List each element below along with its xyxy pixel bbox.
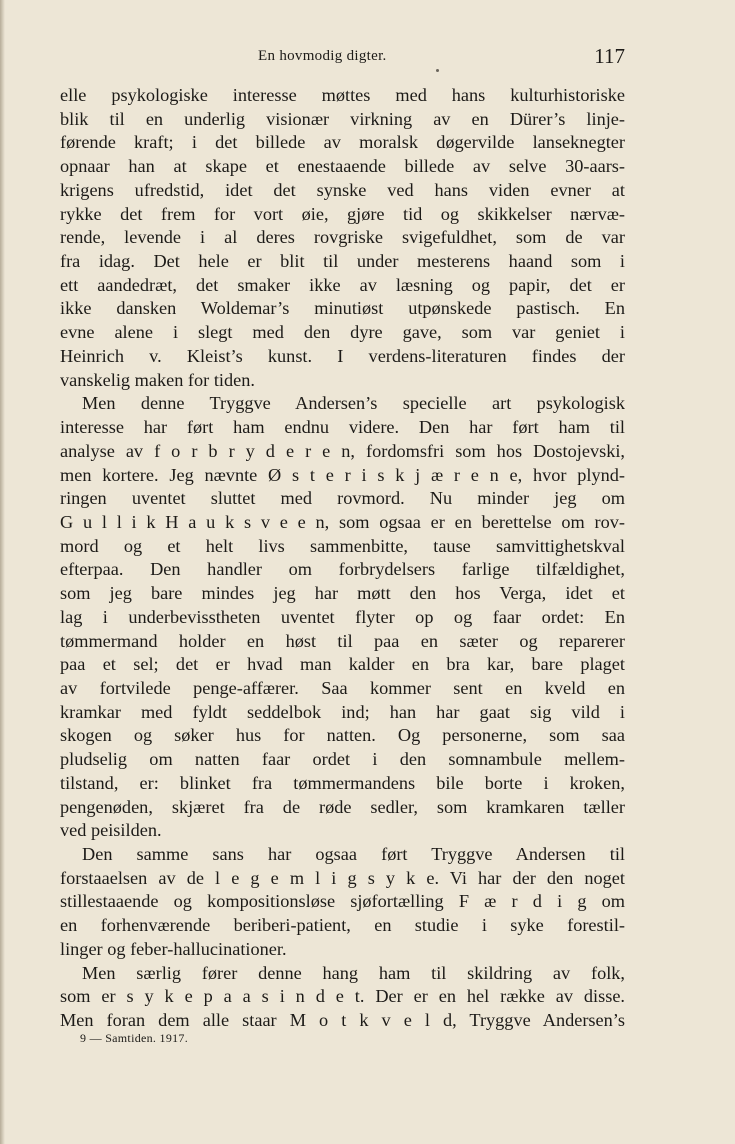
- text-line: en forhenværende beriberi-patient, en studie i syke forestil-: [60, 915, 625, 936]
- text-line: rykke det frem for vort øie, gjøre tid og skikkelser nærvæ-: [60, 203, 625, 224]
- text-line: ikke dansken Woldemar’s minutiøst utpønskede pastisch. En: [60, 298, 625, 319]
- text-line: men kortere. Jeg nævnte Ø s t e r i s k j æ r e n e, hvor plynd-: [60, 464, 625, 485]
- body-text: [60, 84, 625, 1033]
- text-line: tømmermand holder en høst til paa en sæter og reparerer: [60, 630, 625, 651]
- text-line: stillestaaende og kompositionsløse sjøfortælling F æ r d i g om: [60, 891, 625, 912]
- text-line: lag i underbevisstheten uventet flyter op og faar ordet: En: [60, 606, 625, 627]
- text-line: rende, levende i al deres rovgriske svigefuldhet, som de var: [60, 227, 625, 248]
- text-line: pengenøden, skjæret fra de røde sedler, som kramkaren tæller: [60, 796, 625, 817]
- text-line: krigens ufredstid, idet det synske ved hans viden evner at: [60, 179, 625, 200]
- page-edge-shadow: [0, 0, 5, 1144]
- text-line: skogen og søker hus for natten. Og personerne, som saa: [60, 725, 625, 746]
- text-line: vanskelig maken for tiden.: [60, 369, 255, 390]
- text-line: G u l l i k H a u k s v e e n, som ogsaa er en berettelse om rov-: [60, 511, 625, 532]
- footer-signature: 9 — Samtiden. 1917.: [80, 1031, 189, 1045]
- text-line: tilstand, er: blinket fra tømmermandens bile borte i kroken,: [60, 772, 625, 793]
- text-line: ett aandedræt, det smaker ikke av læsning og papir, det er: [60, 274, 625, 295]
- text-line: pludselig om natten faar ordet i den somnambule mellem-: [60, 749, 625, 770]
- text-line: opnaar han at skape et enestaaende billede av selve 30-aars-: [60, 156, 625, 177]
- text-line: kramkar med fyldt seddelbok ind; han har gaat sig vild i: [60, 701, 625, 722]
- text-line: ringen uventet sluttet med rovmord. Nu minder jeg om: [60, 488, 625, 509]
- text-line: som jeg bare mindes jeg har møtt den hos Verga, idet et: [60, 583, 625, 604]
- text-line: efterpaa. Den handler om forbrydelsers farlige tilfældighet,: [60, 559, 625, 580]
- text-line: paa et sel; det er hvad man kalder en bra kar, bare plaget: [60, 654, 625, 675]
- text-line: evne alene i slegt med den dyre gave, som var geniet i: [60, 322, 625, 343]
- decorative-dot: [436, 69, 439, 72]
- text-line: Heinrich v. Kleist’s kunst. I verdens-literaturen findes der: [60, 345, 625, 366]
- text-line: Men særlig fører denne hang ham til skildring av folk,: [82, 962, 625, 983]
- text-line: elle psykologiske interesse møttes med hans kulturhistoriske: [60, 85, 625, 105]
- text-line: linger og feber-hallucinationer.: [60, 938, 287, 959]
- text-line: Men denne Tryggve Andersen’s specielle art psykologisk: [82, 393, 625, 414]
- text-line: fra idag. Det hele er blit til under mesterens haand som i: [60, 251, 625, 272]
- page-header: [60, 44, 625, 74]
- text-line: av fortvilede penge-affærer. Saa kommer sent en kveld en: [60, 677, 625, 698]
- text-line: mord og et helt livs sammenbitte, tause samvittighetskval: [60, 535, 625, 556]
- text-line: som er s y k e p a a s i n d e t. Der er en hel række av disse.: [60, 986, 625, 1007]
- text-line: ved peisilden.: [60, 820, 162, 841]
- text-line: blik til en underlig visionær virkning av en Dürer’s linje-: [60, 108, 625, 129]
- text-line: analyse av f o r b r y d e r e n, fordomsfri som hos Dostojevski,: [60, 440, 625, 461]
- text-line: interesse har ført ham endnu videre. Den har ført ham til: [60, 417, 625, 438]
- running-title: En hovmodig digter.: [258, 48, 387, 64]
- text-line: Den samme sans har ogsaa ført Tryggve Andersen til: [82, 844, 625, 864]
- page-number: 117: [594, 44, 625, 68]
- text-line: førende kraft; i det billede av moralsk døgervilde lanseknegter: [60, 132, 625, 153]
- text-line: Men foran dem alle staar M o t k v e l d, Tryggve Andersen’s: [60, 1010, 625, 1031]
- text-line: forstaaelsen av de l e g e m l i g s y k e. Vi har der den noget: [60, 867, 625, 888]
